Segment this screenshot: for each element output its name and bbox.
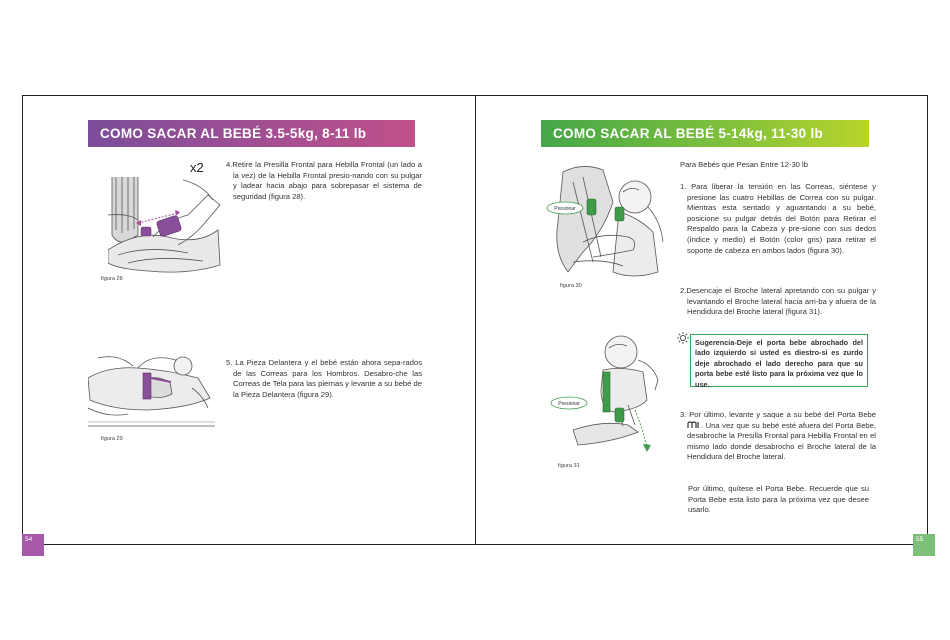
page-spine [475,95,476,545]
figure-31-caption: figura 31 [558,463,580,469]
lightbulb-icon [676,331,690,345]
figure-28-caption: figura 28 [101,276,123,282]
step-3-text-b: . Una vez que su bebé esté afuera del Porta Bebe, desabroche la Presilla Frontal para Hebilla Frontal en el mismo lado donde desabrocho el Broche lateral de la Hendidura del Broche lateral. [687,420,876,462]
closing-text: Por último, quítese el Porta Bebe. Recuerde que su Porta Bebe esta listo para la próxima vez que desee usarlo. [688,484,869,515]
step-2-text: 2.Desencaje el Broche lateral apretando con su pulgar y levantando el Broche lateral hacia arri-ba y afuera de la Hendidura del Broche lateral (figura 31). [680,286,876,317]
figure-30-illustration [543,162,668,282]
page-number-right: 55 [913,534,935,556]
figure-31-label: Presionar [558,401,580,407]
step-5-text: 5. La Pieza Delantera y el bebé están ahora sepa-rados de las Correas para los Hombros. Desabro-che las Correas de Tela para las piernas y levante a su bebé de la Pieza Delantera (figura 29). [226,358,422,399]
tip-box: Sugerencia-Deje el porta bebe abrochado del lado izquierdo si usted es diestro-si es zurdo deje abrochado el lado derecho para que su porta bebe esté listo para la próxima vez que lo use. [690,334,868,387]
left-banner-title: COMO SACAR AL BEBÉ 3.5-5kg, 8-11 lb [88,120,415,147]
step-3-text [680,410,876,463]
right-banner-title: COMO SACAR AL BEBÉ 5-14kg, 11-30 lb [541,120,869,147]
multiplier-label: x2 [190,160,204,175]
page-number-left: 54 [22,534,44,556]
figure-29-illustration [88,348,215,430]
intro-text: Para Bebés que Pesan Entre 12-30 lb [680,160,808,169]
figure-31-illustration [543,330,668,455]
figure-28-illustration [108,175,223,278]
figure-30-label: Presionar [554,206,576,212]
figure-29-caption: figura 29 [101,436,123,442]
step-1-text: 1. Para liberar la tensión en las Correas, siéntese y presione las cuatro Hebillas de Correa con su pulgar. Mientras esta sentado y aguantando a su bebé, posicione su pulgar detrás del Botón para Retirar el Respaldo para la Cabeza y pre-sione con sus dedos (índice y medio) el Botón (color gris) para retirar el soporte de cabeza en ambos lados (figura 30). [680,182,876,255]
carrier-logo-icon [687,421,701,429]
step-4-text: 4.Retire la Presilla Frontal para Hebilla Frontal (un lado a la vez) de la Hebilla Frontal presio-nando con su pulgar y ladear hacia abajo para sobrepasar el sistema de seguridad (figura 28). [226,160,422,201]
figure-30-caption: figura 30 [560,283,582,289]
step-3-text-a: 3. Por último, levante y saque a su bebé del Porta Bebe [680,410,876,419]
